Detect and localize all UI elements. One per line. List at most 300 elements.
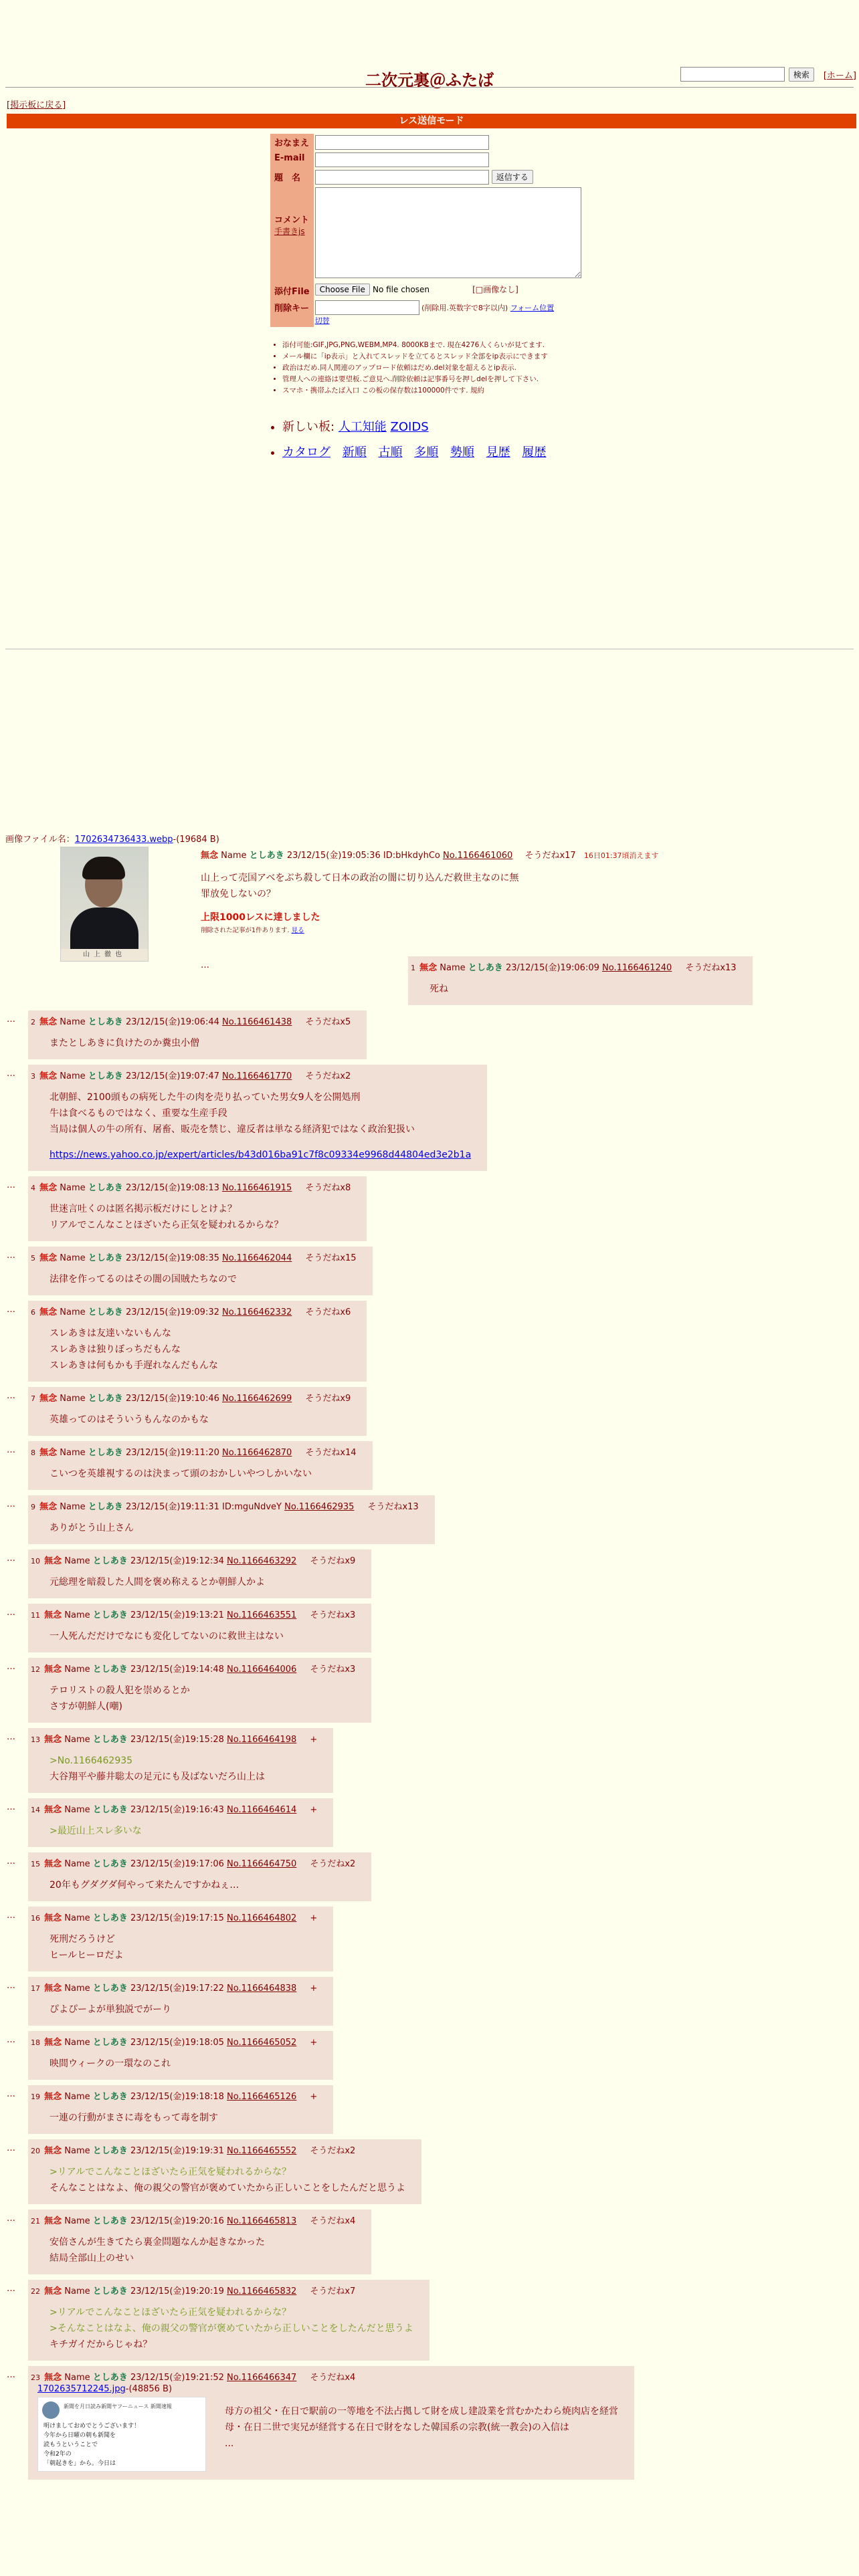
reply-post: [28, 1301, 367, 1382]
reply-header: [31, 1499, 419, 1512]
reply-index: 23: [31, 2373, 40, 2382]
reply-name: Name: [64, 2092, 90, 2102]
op-expire: 16日01:37頃消えます: [583, 851, 659, 860]
reply-index: 14: [31, 1806, 40, 1814]
reply-row: [0, 2139, 859, 2204]
reply-arrow: …: [7, 1305, 15, 1315]
reply-soudane[interactable]: そうだねx9: [305, 1394, 351, 1404]
reply-arrow: …: [7, 2089, 15, 2099]
reply-trip: としあき: [92, 1983, 128, 1994]
reply-number[interactable]: No.1166464750: [227, 1859, 297, 1869]
reply-soudane[interactable]: そうだねx14: [305, 1448, 357, 1458]
nav-momentum[interactable]: 勢順: [450, 445, 474, 459]
deleted-note: [201, 925, 736, 934]
reply-subject: 無念: [44, 1859, 62, 1869]
delete-key-label: 削除キー: [270, 299, 314, 327]
thumb-caption: 山上徹也: [61, 949, 148, 961]
reply-post: [28, 2031, 333, 2080]
reply-datetime: 23/12/15(金)19:16:43: [130, 1805, 224, 1815]
reply-name: Name: [60, 1071, 86, 1081]
nav-newest[interactable]: 新順: [342, 445, 367, 459]
reply-name: Name: [60, 1307, 86, 1317]
file-label: 添付File: [270, 282, 314, 299]
reply-arrow: …: [7, 1981, 15, 1991]
reply-quote: >リアルでこんなことほざいたら正気を疑われるからな？: [50, 2167, 292, 2177]
reply-trip: としあき: [92, 2216, 128, 2226]
reply-datetime: 23/12/15(金)19:15:28: [130, 1735, 224, 1745]
reply-row: [0, 1658, 859, 1723]
reply-arrow: …: [7, 1499, 15, 1509]
reply-trip: としあき: [92, 2146, 128, 2156]
reply-header: [31, 1981, 317, 1994]
reply-index: 10: [31, 1557, 40, 1566]
board-rules: [270, 340, 630, 397]
reply-soudane[interactable]: +: [310, 2038, 318, 2048]
reply-subject: 無念: [39, 1071, 58, 1081]
reply-row: [0, 1549, 859, 1598]
home-link[interactable]: [ホーム]: [823, 70, 856, 81]
reply-number[interactable]: No.1166461915: [222, 1183, 292, 1193]
reply-trip: としあき: [92, 2092, 128, 2102]
reply-body: 映間ウィークの一環なのこれ: [50, 2058, 171, 2069]
show-deleted-link[interactable]: 見る: [291, 927, 304, 934]
reply-post: [28, 1549, 371, 1598]
reply-post: [28, 1907, 333, 1971]
reply-trip: としあき: [92, 1859, 128, 1869]
reply-post: [28, 2139, 421, 2204]
new-boards: [270, 417, 429, 435]
reply-arrow: …: [7, 1802, 15, 1812]
reply-soudane[interactable]: そうだねx15: [305, 1253, 357, 1263]
reply-index: 11: [31, 1611, 40, 1620]
reply-datetime: 23/12/15(金)19:09:32: [125, 1307, 219, 1317]
subject-input[interactable]: [315, 170, 489, 185]
reply-trip: としあき: [92, 2373, 128, 2383]
reply-number[interactable]: No.1166465052: [227, 2038, 297, 2048]
reply-post: [28, 1065, 487, 1171]
reply-subject: 無念: [44, 2216, 62, 2226]
reply-trip: としあき: [88, 1502, 123, 1512]
reply-body: 安倍さんが生きてたら裏金問題なんか起きなかった 結局全部山上のせい: [50, 2237, 265, 2264]
reply-index: 7: [31, 1394, 35, 1403]
reply-trip: としあき: [88, 1253, 123, 1263]
reply-datetime: 23/12/15(金)19:07:47: [125, 1071, 219, 1081]
op-file-link[interactable]: 1702634736433.webp: [74, 835, 173, 845]
reply-header: [31, 2035, 317, 2048]
reply-post: [28, 1247, 373, 1295]
reply-datetime: 23/12/15(金)19:11:20: [125, 1448, 219, 1458]
reply-header: [31, 1608, 355, 1620]
op-trip: としあき: [249, 851, 284, 861]
reply-subject: 無念: [39, 1394, 58, 1404]
op-header: [201, 848, 736, 861]
reply-header: [31, 2370, 618, 2383]
handwrite-link[interactable]: 手書きjs: [274, 227, 305, 236]
reply-header: [31, 1802, 317, 1815]
reply-datetime: 23/12/15(金)19:08:13: [125, 1183, 219, 1193]
reply-body-wrap: [430, 981, 737, 997]
reply-trip: としあき: [92, 1913, 128, 1923]
comment-textarea[interactable]: [315, 187, 581, 278]
reply-datetime: 23/12/15(金)19:20:16: [130, 2216, 224, 2226]
op-file-label: 画像ファイル名：: [5, 835, 75, 845]
reply-datetime: 23/12/15(金)19:06:44: [125, 1017, 219, 1027]
reply-number[interactable]: No.1166463551: [227, 1610, 297, 1620]
reply-row: [0, 956, 859, 1005]
reply-index: 19: [31, 2092, 40, 2101]
reply-soudane[interactable]: そうだねx2: [305, 1071, 351, 1081]
reply-row: [0, 1010, 859, 1059]
reply-body-wrap: [50, 1271, 357, 1287]
choose-file-button[interactable]: Choose File: [315, 284, 370, 296]
reply-body: 死ね: [430, 984, 448, 994]
reply-row: [0, 1728, 859, 1793]
reply-body-wrap: [50, 2304, 413, 2353]
op-file-size: -(19684 B): [173, 835, 219, 845]
reply-body-wrap: [50, 1325, 351, 1374]
reply-soudane[interactable]: +: [310, 1805, 318, 1815]
reply-body: 英雄ってのはそういうもんなのかもな: [50, 1414, 209, 1425]
op-body-line: 罪放免しないの？: [201, 889, 276, 899]
reply-soudane[interactable]: そうだねx6: [305, 1307, 351, 1317]
reply-row: [0, 1441, 859, 1490]
reply-image-text: 明けましておめでとうございます！ 今年から日曜の朝も新聞を 読もうということで 令和2年の 「朝起きを」から。今日は: [43, 2423, 140, 2467]
reply-datetime: 23/12/15(金)19:08:35: [125, 1253, 219, 1263]
rule-item: • メール欄に「ip表示」と入れてスレッドを立てるとスレッド全部をip表示にできます: [282, 351, 630, 362]
reply-body: 北朝鮮、2100頭もの病死した牛の肉を売り払っていた男女9人を公開処刑 牛は食べるものではなく、重要な生産手段 当局は個人の牛の所有、屠畜、販売を禁じ、違反者は単なる経済犯ではなく政治犯扱い: [50, 1092, 415, 1135]
reply-name: Name: [60, 1253, 86, 1263]
email-input[interactable]: [315, 152, 489, 167]
reply-row: [0, 1387, 859, 1436]
reply-body-wrap: [50, 1201, 351, 1233]
reply-arrow: …: [201, 960, 209, 970]
reply-datetime: 23/12/15(金)19:18:05: [130, 2038, 224, 2048]
reply-body: そんなことはなよ、俺の親父の警官が褒めていたから正しいことをしたんだと思うよ: [50, 2183, 405, 2193]
reply-number[interactable]: No.1166464198: [227, 1735, 297, 1745]
reply-body-wrap: [50, 1035, 351, 1051]
reply-body-wrap: [50, 1574, 355, 1590]
reply-trip: としあき: [92, 1610, 128, 1620]
reply-row: [0, 1176, 859, 1241]
reply-soudane[interactable]: そうだねx3: [310, 1610, 356, 1620]
nav-seen-history[interactable]: 見歴: [486, 445, 510, 459]
reply-body: 法律を作ってるのはその闇の国賊たちなので: [50, 1274, 237, 1285]
reply-soudane[interactable]: そうだねx4: [310, 2373, 356, 2383]
reply-number[interactable]: No.1166465813: [227, 2216, 297, 2226]
reply-name: Name: [64, 1556, 90, 1566]
reply-row: [0, 1907, 859, 1971]
op-post: [201, 848, 736, 934]
reply-file-info: [37, 2384, 618, 2394]
op-soudane[interactable]: そうだねx17: [524, 851, 576, 861]
reply-index: 3: [31, 1072, 35, 1081]
reply-number[interactable]: No.1166463292: [227, 1556, 297, 1566]
reply-number[interactable]: No.1166462044: [222, 1253, 292, 1263]
reply-number[interactable]: No.1166462332: [222, 1307, 292, 1317]
rule-item: • 政治はだめ.同人関連のアップロード依頼はだめ.del対象を超えるとip表示.: [282, 362, 630, 374]
reply-body-wrap: [50, 1628, 355, 1644]
title-divider: [5, 87, 854, 88]
reply-arrow: …: [7, 1180, 15, 1190]
reply-quote: >リアルでこんなことほざいたら正気を疑われるからな？ >そんなことはなよ、俺の親父の警官が褒めていたから正しいことをしたんだと思うよ: [50, 2307, 413, 2334]
reply-number[interactable]: No.1166461240: [602, 963, 672, 973]
reply-post: [28, 1441, 373, 1490]
reply-body: 母方の祖父・在日で駅前の一等地を不法占拠して財を成し建設業を営むかたわら焼肉店を経営 母・在日二世で実兄が経営する在日で財をなした韓国系の宗教(統一教会)の入信は ...: [225, 2406, 618, 2449]
reply-name: Name: [64, 2286, 90, 2296]
reply-body: 世迷言吐くのは匿名掲示板だけにしとけよ？ リアルでこんなことほざいたら正気を疑われるからな？: [50, 1204, 284, 1230]
reply-number[interactable]: No.1166462699: [222, 1394, 292, 1404]
no-image-checkbox[interactable]: [□画像なし]: [472, 285, 518, 294]
toggle-link[interactable]: 切替: [314, 316, 330, 325]
reply-post: [28, 1798, 333, 1847]
reply-trip: としあき: [92, 1805, 128, 1815]
reply-trip: としあき: [92, 1665, 128, 1675]
reply-name: Name: [64, 1735, 90, 1745]
reply-header: [411, 960, 737, 973]
reply-header: [31, 1391, 351, 1404]
reply-soudane[interactable]: そうだねx9: [310, 1556, 356, 1566]
reply-header: [31, 1553, 355, 1566]
reply-number[interactable]: No.1166462870: [222, 1448, 292, 1458]
reply-subject: 無念: [39, 1307, 58, 1317]
rule-item: • 添付可能:GIF,JPG,PNG,WEBM,MP4. 8000KBまで. 現在4276人くらいが見てます.: [282, 340, 630, 351]
reply-number[interactable]: No.1166465832: [227, 2286, 297, 2296]
reply-soudane[interactable]: そうだねx7: [310, 2286, 356, 2296]
reply-index: 15: [31, 1860, 40, 1868]
delete-key-input[interactable]: [315, 300, 419, 315]
reply-soudane[interactable]: +: [310, 2092, 318, 2102]
search-button[interactable]: 検索: [789, 68, 814, 82]
reply-arrow: …: [7, 1732, 15, 1742]
reply-post: [28, 2085, 333, 2134]
reply-body: 元総理を暗殺した人間を褒め称えるとか朝鮮人かよ: [50, 1577, 265, 1588]
reply-number[interactable]: No.1166465126: [227, 2092, 297, 2102]
reply-arrow: …: [7, 1445, 15, 1455]
reply-form: [270, 134, 583, 327]
reply-datetime: 23/12/15(金)19:06:09: [505, 963, 599, 973]
reply-body-wrap: [50, 2110, 317, 2126]
reply-row: [0, 1977, 859, 2026]
deleted-note-text: 削除された記事が1件あります.: [201, 927, 290, 934]
reply-body: 一連の行動がまさに毒をもって毒を制す: [50, 2113, 218, 2123]
email-label: E-mail: [270, 151, 314, 169]
nav-most[interactable]: 多順: [414, 445, 439, 459]
op-number[interactable]: No.1166461060: [443, 851, 513, 861]
reply-header: [31, 1911, 317, 1923]
reply-soudane[interactable]: そうだねx5: [305, 1017, 351, 1027]
reply-trip: としあき: [88, 1448, 123, 1458]
reply-arrow: …: [7, 1608, 15, 1618]
reply-arrow: …: [7, 1069, 15, 1079]
nav-oldest[interactable]: 古順: [378, 445, 403, 459]
reply-datetime: 23/12/15(金)19:14:48: [130, 1665, 224, 1675]
reply-index: 16: [31, 1914, 40, 1923]
reply-file-link[interactable]: 1702635712245.jpg: [37, 2384, 126, 2394]
reply-subject: 無念: [419, 963, 438, 973]
reply-image[interactable]: [37, 2397, 206, 2472]
board-link-ai[interactable]: 人工知能: [338, 420, 387, 434]
reply-body: 20年もグダグダ何やって来たんですかねぇ…: [50, 1880, 240, 1891]
reply-trip: としあき: [468, 963, 503, 973]
reply-header: [31, 2284, 413, 2296]
reply-number[interactable]: No.1166464802: [227, 1913, 297, 1923]
reply-number[interactable]: No.1166464614: [227, 1805, 297, 1815]
reply-soudane[interactable]: そうだねx3: [310, 1665, 356, 1675]
reply-body-wrap: [50, 2056, 317, 2072]
reply-post: [28, 1387, 367, 1436]
reply-arrow: …: [7, 1251, 15, 1261]
reply-post: [28, 1176, 367, 1241]
reply-name: Name: [64, 2038, 90, 2048]
reply-body: こいつを英雄視するのは決まって頭のおかしいやつしかいない: [50, 1469, 312, 1479]
reply-index: 5: [31, 1254, 35, 1263]
reply-header: [31, 1856, 355, 1869]
reply-row: [0, 2280, 859, 2361]
op-subject: 無念: [201, 851, 219, 861]
reply-number[interactable]: No.1166461770: [222, 1071, 292, 1081]
limit-notice: 上限1000レスに達しました: [201, 912, 320, 923]
rule-item: • 管理人への連絡は要望板.ご意見へ.削除依頼は記事番号を押しdelを押して下さい.: [282, 374, 630, 385]
back-to-board-link[interactable]: [掲示板に戻る]: [7, 100, 66, 110]
reply-name: Name: [64, 1610, 90, 1620]
reply-number[interactable]: No.1166464006: [227, 1665, 297, 1675]
reply-name: Name: [60, 1017, 86, 1027]
file-status: No file chosen: [372, 285, 430, 294]
reply-header: [31, 1069, 471, 1081]
reply-trip: としあき: [88, 1394, 123, 1404]
reply-post: [28, 1852, 371, 1901]
reply-arrow: …: [7, 2284, 15, 2294]
reply-post: [28, 1495, 435, 1544]
reply-file-size: -(48856 B): [125, 2384, 173, 2394]
reply-body-wrap: [50, 2002, 317, 2018]
reply-index: 8: [31, 1448, 35, 1457]
reply-soudane[interactable]: そうだねx2: [310, 2146, 356, 2156]
reply-datetime: 23/12/15(金)19:19:31: [130, 2146, 224, 2156]
reply-body: またとしあきに負けたのか糞虫小僧: [50, 1038, 199, 1049]
op-name: Name: [221, 851, 247, 861]
reply-trip: としあき: [92, 1735, 128, 1745]
reply-body: 大谷翔平や藤井聡太の足元にも及ばないだろ山上は: [50, 1772, 265, 1782]
reply-header: [31, 1014, 351, 1027]
reply-subject: 無念: [44, 2286, 62, 2296]
reply-datetime: 23/12/15(金)19:12:34: [130, 1556, 224, 1566]
board-link-zoids[interactable]: ZOIDS: [390, 420, 429, 434]
reply-body: テロリストの殺人犯を崇めるとか さすが朝鮮人(嘲): [50, 1685, 190, 1712]
reply-number[interactable]: No.1166465552: [227, 2146, 297, 2156]
reply-mode-bar: レス送信モード: [7, 114, 856, 128]
reply-soudane[interactable]: そうだねx4: [310, 2216, 356, 2226]
reply-body-wrap: [50, 2164, 405, 2196]
avatar-icon: [42, 2401, 60, 2419]
reply-body-wrap: [50, 1683, 355, 1715]
reply-subject: 無念: [39, 1448, 58, 1458]
reply-datetime: 23/12/15(金)19:11:31 ID:mguNdveY: [125, 1502, 282, 1512]
reply-index: 22: [31, 2287, 40, 2296]
name-input[interactable]: [315, 135, 489, 150]
reply-index: 21: [31, 2217, 40, 2226]
reply-arrow: …: [7, 2143, 15, 2153]
reply-number[interactable]: No.1166462935: [284, 1502, 355, 1512]
reply-arrow: …: [7, 2035, 15, 2045]
reply-soudane[interactable]: そうだねx2: [310, 1859, 356, 1869]
reply-row: [0, 2210, 859, 2274]
reply-name: Name: [64, 2216, 90, 2226]
op-datetime: 23/12/15(金)19:05:36 ID:bHkdyhCo: [286, 851, 440, 861]
reply-trip: としあき: [92, 2286, 128, 2296]
reply-name: Name: [60, 1502, 86, 1512]
reply-row: [0, 2031, 859, 2080]
site-title: 二次元裏＠ふたば: [365, 71, 494, 90]
name-label: おなまえ: [270, 134, 314, 151]
reply-datetime: 23/12/15(金)19:18:18: [130, 2092, 224, 2102]
reply-body: ぴよぴーよが単独説でがーり: [50, 2004, 171, 2015]
reply-subject: 無念: [44, 2146, 62, 2156]
reply-arrow: …: [7, 1662, 15, 1672]
reply-subject: 無念: [44, 1665, 62, 1675]
reply-soudane[interactable]: そうだねx8: [305, 1183, 351, 1193]
reply-post: [28, 1977, 333, 2026]
reply-number[interactable]: No.1166466347: [227, 2373, 297, 2383]
catalog-nav: [270, 443, 554, 460]
reply-body-wrap: [50, 1931, 317, 1963]
reply-body: キチガイだからじゃね？: [50, 2339, 153, 2350]
reply-subject: 無念: [44, 1913, 62, 1923]
reply-post: [408, 956, 753, 1005]
reply-body-wrap: [50, 1089, 471, 1163]
reply-name: Name: [64, 1859, 90, 1869]
form-position-link[interactable]: フォーム位置: [510, 304, 555, 312]
op-file-info: [5, 832, 219, 845]
reply-subject: 無念: [44, 1610, 62, 1620]
reply-subject: 無念: [44, 1983, 62, 1994]
reply-body-wrap: [50, 1520, 419, 1536]
reply-soudane[interactable]: +: [310, 1735, 318, 1745]
reply-arrow: …: [7, 1856, 15, 1866]
submit-button[interactable]: 返信する: [492, 170, 533, 184]
reply-datetime: 23/12/15(金)19:21:52: [130, 2373, 224, 2383]
reply-number[interactable]: No.1166464838: [227, 1983, 297, 1994]
reply-row: [0, 1247, 859, 1295]
nav-catalog[interactable]: カタログ: [282, 445, 330, 459]
reply-index: 4: [31, 1184, 35, 1192]
reply-url-link[interactable]: https://news.yahoo.co.jp/expert/articles/b43d016ba91c7f8c09334e9968d44804ed3e2b1a: [50, 1150, 472, 1160]
reply-soudane[interactable]: +: [310, 1913, 318, 1923]
reply-index: 13: [31, 1735, 40, 1744]
reply-arrow: …: [7, 2214, 15, 2224]
reply-soudane[interactable]: そうだねx13: [685, 963, 737, 973]
reply-subject: 無念: [44, 1805, 62, 1815]
reply-name: Name: [64, 2373, 90, 2383]
reply-body-wrap: [50, 1877, 355, 1893]
reply-soudane[interactable]: +: [310, 1983, 318, 1994]
reply-number[interactable]: No.1166461438: [222, 1017, 292, 1027]
reply-name: Name: [440, 963, 466, 973]
nav-history[interactable]: 履歴: [522, 445, 547, 459]
reply-header: [31, 2214, 355, 2226]
reply-body-wrap: [50, 1412, 351, 1428]
reply-arrow: …: [7, 1911, 15, 1921]
reply-subject: 無念: [39, 1253, 58, 1263]
reply-row: [0, 1852, 859, 1901]
reply-name: Name: [64, 1913, 90, 1923]
reply-subject: 無念: [39, 1183, 58, 1193]
reply-subject: 無念: [44, 2373, 62, 2383]
reply-soudane[interactable]: そうだねx13: [367, 1502, 419, 1512]
reply-datetime: 23/12/15(金)19:10:46: [125, 1394, 219, 1404]
op-thumbnail[interactable]: [60, 847, 149, 962]
reply-quote: >No.1166462935: [50, 1755, 133, 1766]
